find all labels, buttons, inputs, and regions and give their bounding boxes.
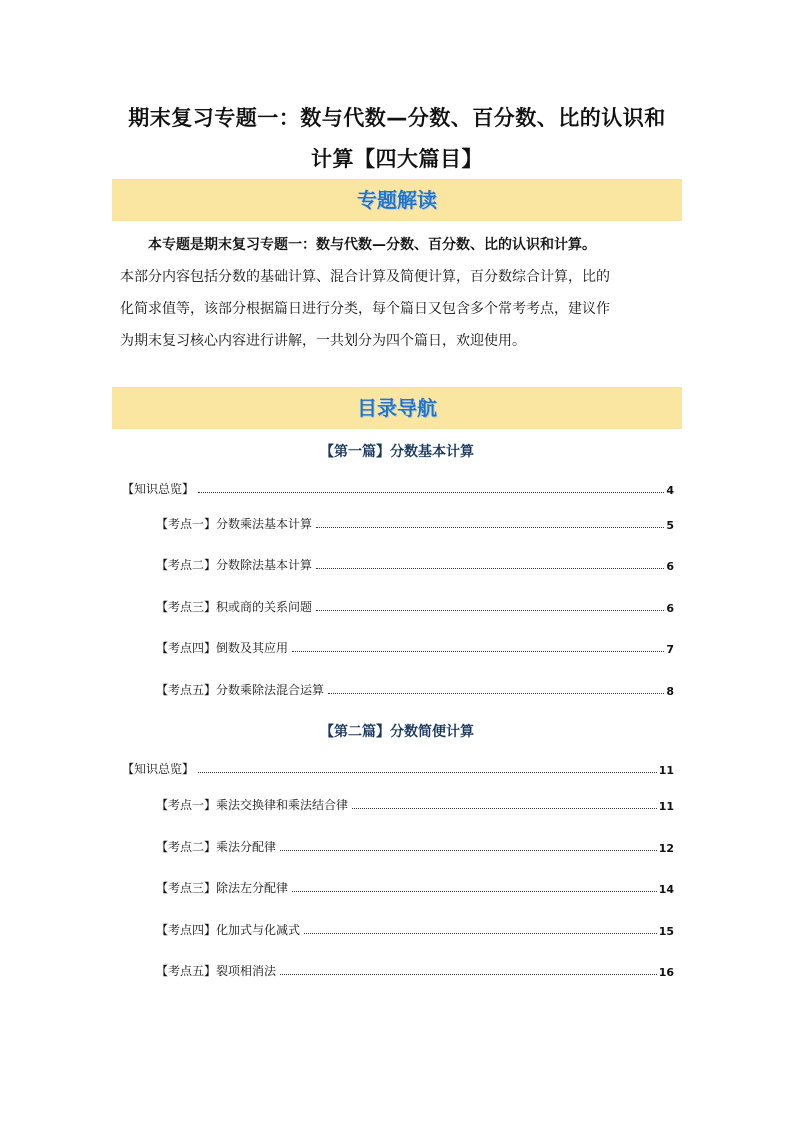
toc-leader-dots — [292, 890, 657, 892]
section-title[interactable]: 【第二篇】分数简便计算 — [320, 724, 474, 740]
toc-page-number: 11 — [658, 764, 674, 777]
intro-paragraph — [120, 229, 676, 357]
catalog-banner: 目录导航 — [112, 387, 682, 429]
toc-leader-dots — [280, 849, 657, 851]
toc-page-number: 6 — [666, 560, 674, 573]
toc-page-number: 11 — [658, 800, 674, 813]
toc-leader-dots — [316, 567, 664, 569]
toc-label: 【知识总览】 — [122, 482, 195, 496]
toc-page-number: 15 — [658, 925, 674, 938]
toc-page-number: 7 — [666, 643, 674, 656]
toc-page-number: 8 — [666, 685, 674, 698]
toc-leader-dots — [304, 932, 657, 934]
intro-line: 化简求值等，该部分根据篇日进行分类，每个篇日又包含多个常考考点，建议作 — [120, 301, 610, 317]
toc-page-number: 5 — [666, 519, 674, 532]
section-title[interactable]: 【第一篇】分数基本计算 — [320, 444, 474, 460]
toc-leader-dots — [352, 807, 657, 809]
interpretation-banner: 专题解读 — [112, 179, 682, 221]
toc-leader-dots — [198, 491, 664, 493]
toc-page-number: 4 — [666, 484, 674, 497]
toc-leader-dots — [328, 692, 664, 694]
toc-page-number: 6 — [666, 602, 674, 615]
toc-leader-dots — [280, 973, 657, 975]
intro-line: 为期末复习核心内容进行讲解，一共划分为四个篇日，欢迎使用。 — [120, 333, 526, 349]
toc-overview-row[interactable] — [122, 477, 674, 497]
toc-label: 【考点二】分数除法基本计算 — [156, 558, 313, 572]
toc-label: 【考点三】积或商的关系问题 — [156, 600, 313, 614]
toc-item-row[interactable] — [156, 918, 674, 938]
toc-overview-row[interactable] — [122, 757, 674, 777]
toc-label: 【考点五】裂项相消法 — [156, 964, 277, 978]
document-title-line-2: 计算【四大篇目】 — [311, 147, 483, 171]
toc-label: 【考点一】乘法交换律和乘法结合律 — [156, 798, 349, 812]
intro-line: 本部分内容包括分数的基础计算、混合计算及简便计算，百分数综合计算，比的 — [120, 269, 610, 285]
toc-item-row[interactable] — [156, 959, 674, 979]
toc-label: 【考点五】分数乘除法混合运算 — [156, 683, 325, 697]
toc-item-row[interactable] — [156, 678, 674, 698]
toc-item-row[interactable] — [156, 512, 674, 532]
toc-leader-dots — [292, 650, 664, 652]
toc-leader-dots — [316, 609, 664, 611]
toc-label: 【考点四】倒数及其应用 — [156, 641, 289, 655]
toc-label: 【考点四】化加式与化减式 — [156, 923, 301, 937]
toc-item-row[interactable] — [156, 876, 674, 896]
toc-page-number: 12 — [658, 842, 674, 855]
document-title-line-1: 期末复习专题一：数与代数—分数、百分数、比的认识和 — [128, 106, 666, 130]
toc-label: 【考点一】分数乘法基本计算 — [156, 517, 313, 531]
toc-item-row[interactable] — [156, 636, 674, 656]
toc-item-row[interactable] — [156, 793, 674, 813]
toc-item-row[interactable] — [156, 595, 674, 615]
toc-leader-dots — [198, 771, 657, 773]
toc-label: 【知识总览】 — [122, 762, 195, 776]
toc-item-row[interactable] — [156, 835, 674, 855]
toc-item-row[interactable] — [156, 553, 674, 573]
toc-page-number: 16 — [658, 966, 674, 979]
toc-page-number: 14 — [658, 883, 674, 896]
toc-label: 【考点三】除法左分配律 — [156, 881, 289, 895]
intro-line: 本专题是期末复习专题一：数与代数—分数、百分数、比的认识和计算。 — [148, 237, 596, 253]
toc-leader-dots — [316, 526, 664, 528]
toc-label: 【考点二】乘法分配律 — [156, 840, 277, 854]
